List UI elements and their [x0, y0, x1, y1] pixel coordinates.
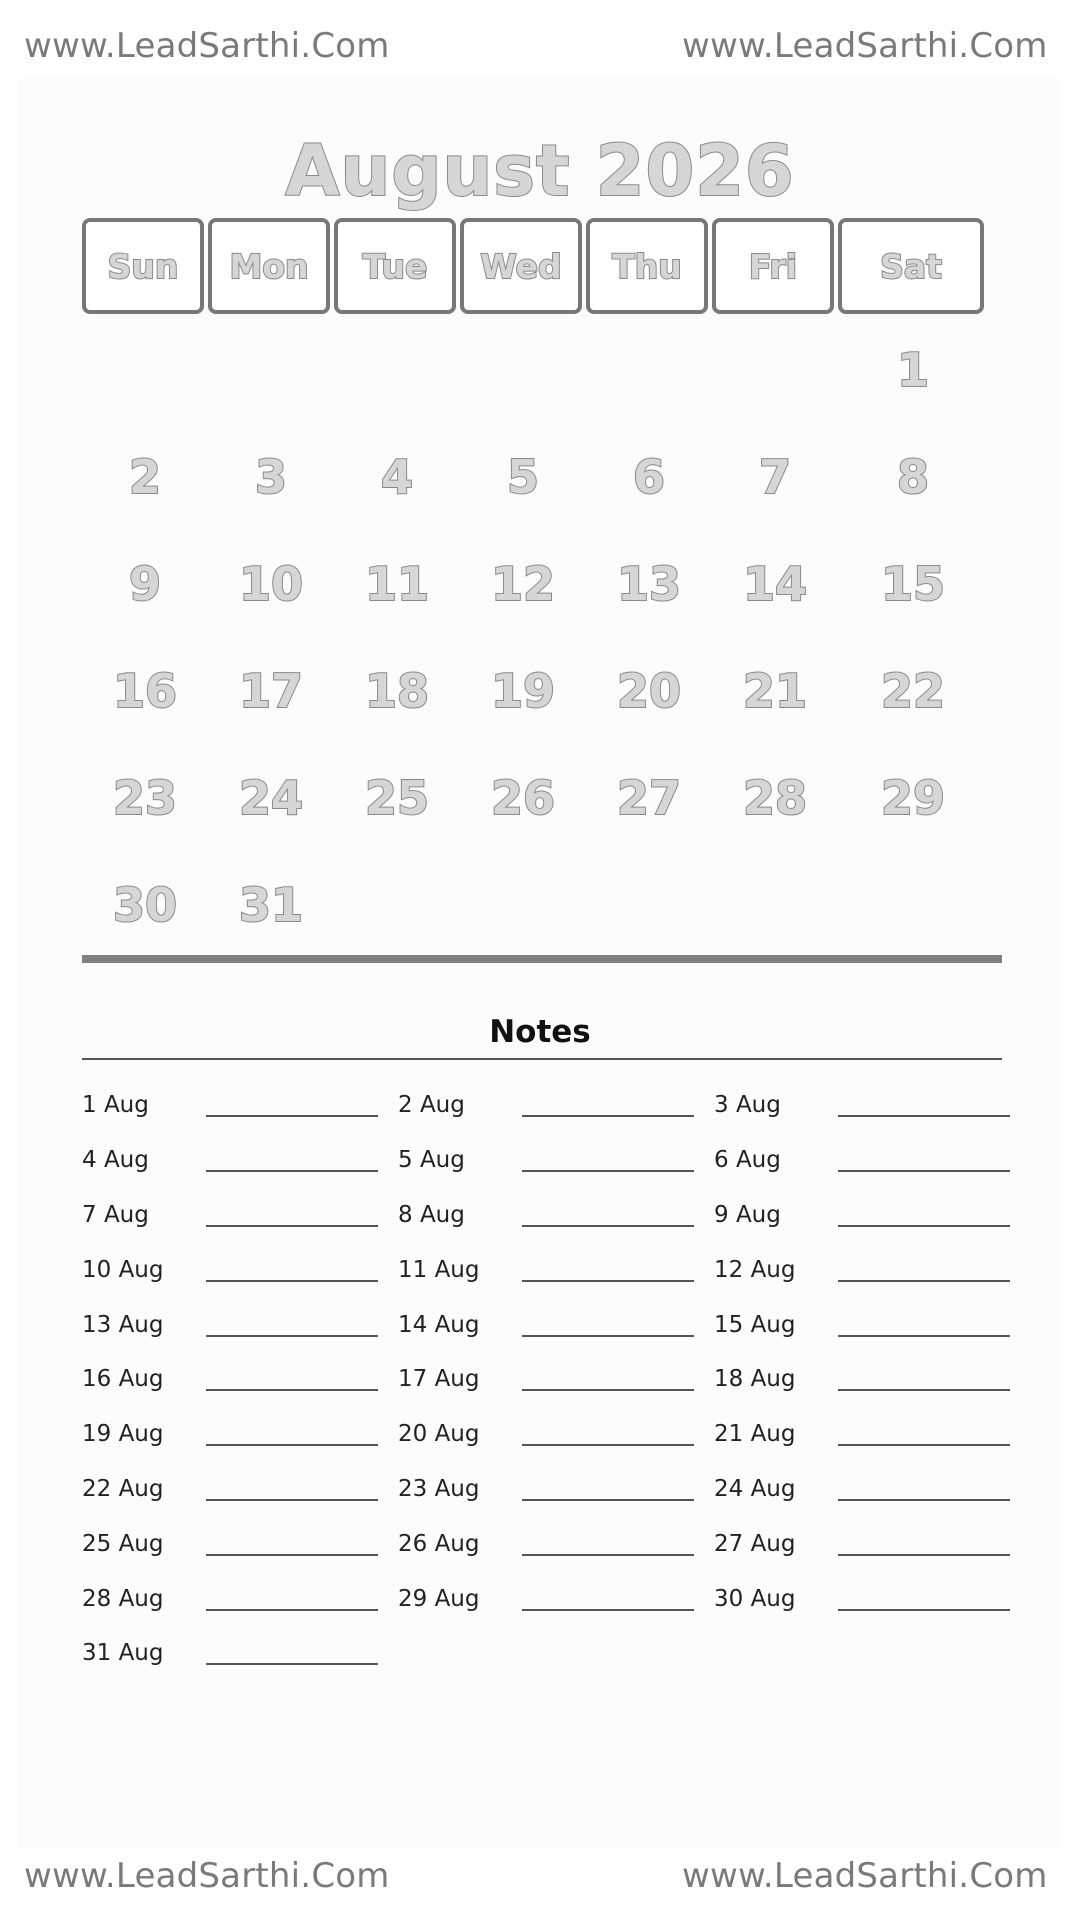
- empty-day-cell: [334, 316, 460, 423]
- note-item: [82, 1297, 378, 1352]
- note-item: [82, 1462, 378, 1517]
- note-item: [398, 1407, 694, 1462]
- day-cell: 14: [742, 556, 807, 611]
- note-blank-line: [838, 1389, 1010, 1391]
- note-item: [714, 1462, 1010, 1517]
- note-date-label: 14 Aug: [398, 1311, 480, 1338]
- note-date-label: 18 Aug: [714, 1366, 796, 1393]
- note-item: [398, 1462, 694, 1517]
- note-blank-line: [522, 1335, 694, 1337]
- note-date-label: 7 Aug: [82, 1201, 149, 1228]
- note-blank-line: [206, 1499, 378, 1501]
- note-blank-line: [522, 1554, 694, 1556]
- day-cell: 23: [112, 770, 177, 825]
- note-item: [398, 1133, 694, 1188]
- day-cell: 28: [742, 770, 807, 825]
- watermark-top-right: www.LeadSarthi.Com: [682, 26, 1048, 66]
- day-cell: 7: [758, 449, 791, 504]
- watermark-top-left: www.LeadSarthi.Com: [24, 26, 390, 66]
- note-item: [398, 1352, 694, 1407]
- note-date-label: 10 Aug: [82, 1256, 164, 1283]
- day-cell: 25: [364, 770, 429, 825]
- note-item: [714, 1133, 1010, 1188]
- note-date-label: 30 Aug: [714, 1585, 796, 1612]
- note-item: [82, 1188, 378, 1243]
- day-cell: 18: [364, 663, 429, 718]
- note-blank-line: [522, 1499, 694, 1501]
- note-blank-line: [522, 1225, 694, 1227]
- note-blank-line: [206, 1170, 378, 1172]
- note-blank-line: [838, 1170, 1010, 1172]
- day-cell: 15: [880, 556, 945, 611]
- note-date-label: 3 Aug: [714, 1092, 781, 1119]
- note-blank-line: [206, 1554, 378, 1556]
- note-blank-line: [522, 1170, 694, 1172]
- note-blank-line: [838, 1280, 1010, 1282]
- note-item: [82, 1242, 378, 1297]
- day-cell: 6: [632, 449, 665, 504]
- day-cell: 20: [616, 663, 681, 718]
- day-cell: 10: [238, 556, 303, 611]
- note-blank-line: [206, 1115, 378, 1117]
- weekday-thu: Thu: [586, 218, 708, 314]
- note-date-label: 15 Aug: [714, 1311, 796, 1338]
- note-blank-line: [206, 1225, 378, 1227]
- day-cell: 21: [742, 663, 807, 718]
- note-date-label: 8 Aug: [398, 1201, 465, 1228]
- note-blank-line: [522, 1609, 694, 1611]
- note-item: [82, 1407, 378, 1462]
- note-date-label: 31 Aug: [82, 1640, 164, 1667]
- note-date-label: 11 Aug: [398, 1256, 480, 1283]
- notes-list: [82, 1078, 1002, 1681]
- weekday-sun: Sun: [82, 218, 204, 314]
- note-date-label: 13 Aug: [82, 1311, 164, 1338]
- note-date-label: 17 Aug: [398, 1366, 480, 1393]
- note-date-label: 16 Aug: [82, 1366, 164, 1393]
- day-cell: 1: [896, 342, 929, 397]
- note-item: [82, 1133, 378, 1188]
- empty-day-cell: [586, 316, 712, 423]
- note-date-label: 4 Aug: [82, 1147, 149, 1174]
- empty-day-cell: [460, 316, 586, 423]
- note-date-label: 25 Aug: [82, 1530, 164, 1557]
- note-item: [714, 1078, 1010, 1133]
- note-blank-line: [838, 1554, 1010, 1556]
- note-date-label: 23 Aug: [398, 1475, 480, 1502]
- note-item: [398, 1516, 694, 1571]
- day-cell: 5: [506, 449, 539, 504]
- note-blank-line: [838, 1499, 1010, 1501]
- day-cell: 13: [616, 556, 681, 611]
- day-cell: 3: [254, 449, 287, 504]
- weekday-header: [82, 218, 984, 314]
- note-date-label: 9 Aug: [714, 1201, 781, 1228]
- note-date-label: 22 Aug: [82, 1475, 164, 1502]
- day-cell: 29: [880, 770, 945, 825]
- empty-day-cell: [712, 316, 838, 423]
- day-cell: 12: [490, 556, 555, 611]
- note-item: [714, 1407, 1010, 1462]
- note-blank-line: [206, 1389, 378, 1391]
- note-item: [82, 1352, 378, 1407]
- day-cell: 4: [380, 449, 413, 504]
- note-blank-line: [838, 1444, 1010, 1446]
- note-blank-line: [838, 1335, 1010, 1337]
- note-date-label: 6 Aug: [714, 1147, 781, 1174]
- note-date-label: 20 Aug: [398, 1421, 480, 1448]
- day-cell: 8: [896, 449, 929, 504]
- day-cell: 22: [880, 663, 945, 718]
- note-date-label: 26 Aug: [398, 1530, 480, 1557]
- note-item: [82, 1571, 378, 1626]
- note-blank-line: [838, 1609, 1010, 1611]
- note-item: [714, 1242, 1010, 1297]
- day-cell: 19: [490, 663, 555, 718]
- day-cell: 2: [128, 449, 161, 504]
- note-date-label: 29 Aug: [398, 1585, 480, 1612]
- note-date-label: 21 Aug: [714, 1421, 796, 1448]
- note-blank-line: [206, 1663, 378, 1665]
- note-blank-line: [206, 1280, 378, 1282]
- empty-day-cell: [82, 316, 208, 423]
- day-cell: 26: [490, 770, 555, 825]
- weekday-fri: Fri: [712, 218, 834, 314]
- note-item: [398, 1188, 694, 1243]
- note-blank-line: [206, 1444, 378, 1446]
- note-item: [82, 1516, 378, 1571]
- note-item: [714, 1188, 1010, 1243]
- note-date-label: 28 Aug: [82, 1585, 164, 1612]
- note-date-label: 5 Aug: [398, 1147, 465, 1174]
- day-cell: 30: [112, 877, 177, 932]
- note-item: [82, 1078, 378, 1133]
- notes-title: Notes: [489, 1014, 591, 1050]
- weekday-mon: Mon: [208, 218, 330, 314]
- weekday-wed: Wed: [460, 218, 582, 314]
- note-item: [398, 1242, 694, 1297]
- day-cell: 24: [238, 770, 303, 825]
- note-date-label: 19 Aug: [82, 1421, 164, 1448]
- note-item: [714, 1516, 1010, 1571]
- note-item: [714, 1571, 1010, 1626]
- empty-day-cell: [208, 316, 334, 423]
- weekday-sat: Sat: [838, 218, 984, 314]
- note-blank-line: [522, 1115, 694, 1117]
- note-item: [398, 1297, 694, 1352]
- note-date-label: 12 Aug: [714, 1256, 796, 1283]
- weekday-tue: Tue: [334, 218, 456, 314]
- note-blank-line: [206, 1609, 378, 1611]
- note-blank-line: [522, 1444, 694, 1446]
- note-date-label: 2 Aug: [398, 1092, 465, 1119]
- note-blank-line: [522, 1389, 694, 1391]
- note-date-label: 27 Aug: [714, 1530, 796, 1557]
- day-cell: 16: [112, 663, 177, 718]
- section-divider: [82, 955, 1002, 963]
- note-blank-line: [838, 1225, 1010, 1227]
- watermark-bottom-left: www.LeadSarthi.Com: [24, 1856, 390, 1896]
- day-cell: 27: [616, 770, 681, 825]
- month-title: August 2026: [285, 130, 795, 212]
- note-blank-line: [522, 1280, 694, 1282]
- note-date-label: 1 Aug: [82, 1092, 149, 1119]
- note-item: [82, 1626, 378, 1681]
- day-cell: 9: [128, 556, 161, 611]
- day-grid: [82, 316, 1002, 958]
- note-date-label: 24 Aug: [714, 1475, 796, 1502]
- note-item: [714, 1352, 1010, 1407]
- note-item: [714, 1297, 1010, 1352]
- note-blank-line: [206, 1335, 378, 1337]
- note-item: [398, 1571, 694, 1626]
- note-blank-line: [838, 1115, 1010, 1117]
- day-cell: 11: [364, 556, 429, 611]
- day-cell: 17: [238, 663, 303, 718]
- watermark-bottom-right: www.LeadSarthi.Com: [682, 1856, 1048, 1896]
- day-cell: 31: [238, 877, 303, 932]
- note-item: [398, 1078, 694, 1133]
- notes-rule: [82, 1058, 1002, 1060]
